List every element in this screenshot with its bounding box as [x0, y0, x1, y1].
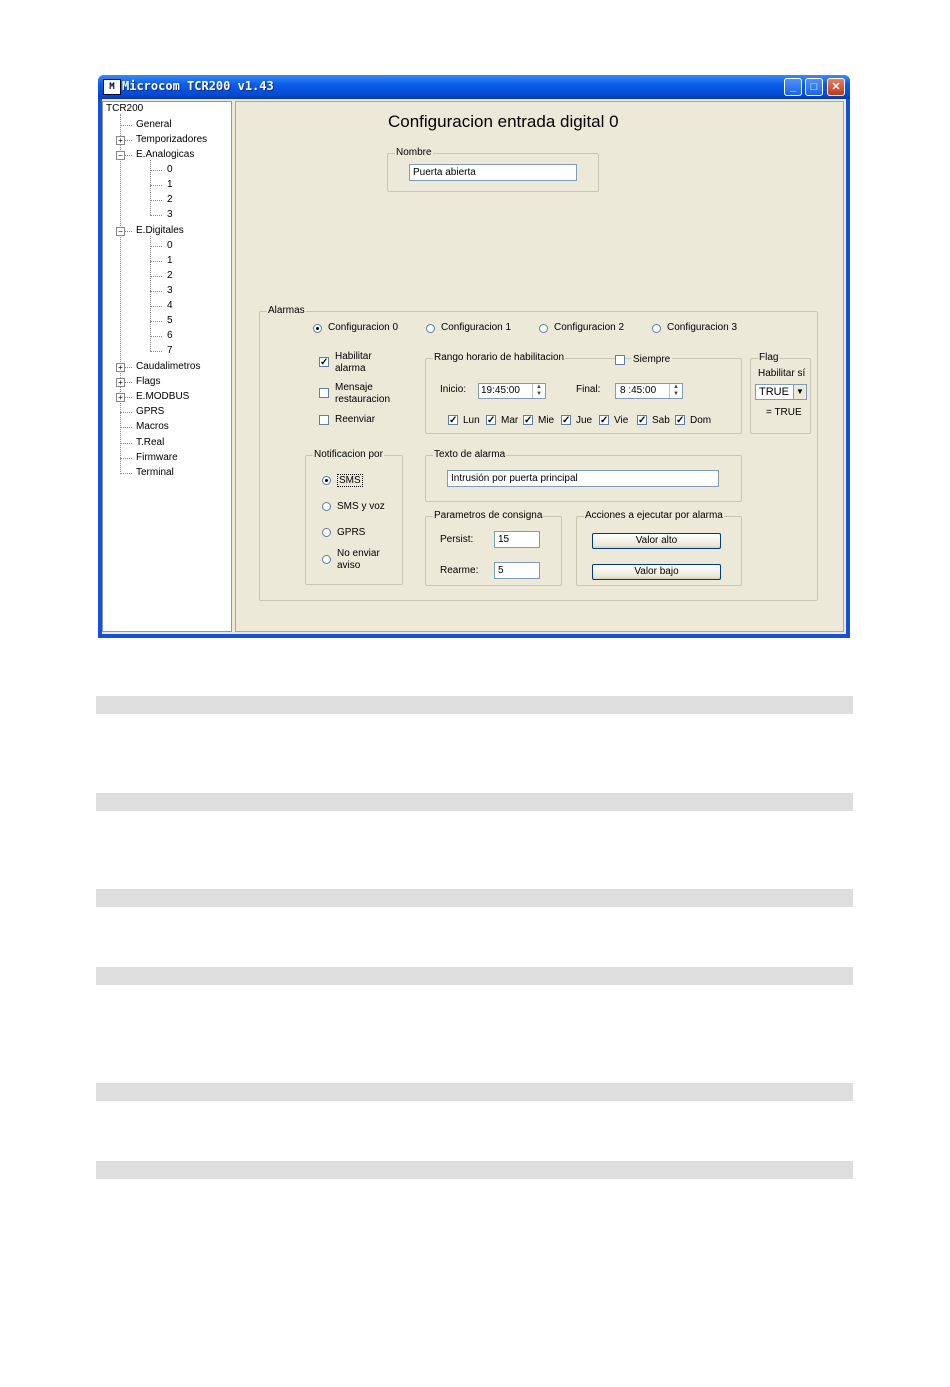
tree-connector — [150, 276, 162, 277]
tree-item-analog-2[interactable]: 2 — [167, 194, 173, 205]
tree-item-digital-2[interactable]: 2 — [167, 270, 173, 281]
lun-checkbox[interactable]: ✓ — [449, 415, 458, 426]
texto-alarma-input[interactable]: Intrusión por puerta principal — [447, 470, 719, 487]
tree-connector — [120, 125, 132, 126]
tree-item-temporizadores[interactable]: Temporizadores — [136, 134, 208, 145]
dom-checkbox[interactable]: ✓ — [676, 415, 685, 426]
habilitar-alarma-label: Habilitar alarma — [335, 351, 372, 374]
tree-item-digital-6[interactable]: 6 — [167, 330, 173, 341]
persist-input[interactable]: 15 — [494, 531, 540, 548]
tree-item-analog-1[interactable]: 1 — [167, 179, 173, 190]
rearme-label: Rearme: — [440, 565, 479, 576]
texto-alarma-group — [425, 449, 742, 502]
tree-connector — [150, 261, 162, 262]
expand-icon[interactable]: + — [116, 378, 125, 387]
tree-connector — [150, 200, 162, 201]
tree-item-analog-0[interactable]: 0 — [167, 164, 173, 175]
rango-horario-group — [425, 352, 742, 434]
consigna-group — [425, 510, 562, 586]
tree-item-t-real[interactable]: T.Real — [136, 437, 165, 448]
minimize-button[interactable]: _ — [784, 78, 802, 96]
tree-item-general[interactable]: General — [136, 119, 172, 130]
config-0-radio[interactable] — [313, 324, 322, 333]
config-3-label: Configuracion 3 — [667, 322, 738, 333]
mar-label: Mar — [501, 415, 519, 426]
inicio-time-input[interactable] — [478, 383, 546, 399]
persist-label: Persist: — [440, 534, 474, 545]
collapse-icon[interactable]: − — [116, 151, 125, 160]
config-1-label: Configuracion 1 — [441, 322, 512, 333]
tree-connector — [120, 473, 132, 474]
acciones-label: Acciones a ejecutar por alarma — [585, 510, 723, 521]
config-1-radio[interactable] — [426, 324, 435, 333]
tree-item-terminal[interactable]: Terminal — [136, 467, 174, 478]
vie-label: Vie — [614, 415, 629, 426]
tree-item-caudalimetros[interactable]: Caudalimetros — [136, 361, 201, 372]
flag-group — [750, 352, 811, 434]
flag-select[interactable] — [755, 384, 807, 400]
config-0-label: Configuracion 0 — [328, 322, 399, 333]
title-bar[interactable] — [98, 75, 850, 99]
flag-label: Flag — [759, 352, 779, 363]
config-2-radio[interactable] — [539, 324, 548, 333]
valor-bajo-button[interactable]: Valor bajo — [592, 564, 721, 580]
chevron-down-icon[interactable]: ▼ — [793, 385, 806, 399]
tree-connector — [120, 443, 132, 444]
divider-bar — [96, 889, 853, 907]
tree-item-flags[interactable]: Flags — [136, 376, 161, 387]
mensaje-restauracion-label: Mensaje restauracion — [335, 382, 391, 405]
close-button[interactable]: ✕ — [827, 78, 845, 96]
tree-item-macros[interactable]: Macros — [136, 421, 169, 432]
texto-alarma-label: Texto de alarma — [434, 449, 506, 460]
final-time-value: 8 :45:00 — [620, 385, 657, 396]
divider-bar — [96, 793, 853, 811]
valor-alto-button[interactable]: Valor alto — [592, 533, 721, 549]
app-logo-icon: M — [103, 79, 121, 95]
nombre-group — [387, 147, 599, 192]
navigation-tree[interactable] — [102, 101, 232, 632]
dom-label: Dom — [690, 415, 712, 426]
alarmas-label: Alarmas — [268, 305, 305, 316]
tree-connector — [120, 458, 132, 459]
no-enviar-radio[interactable] — [322, 555, 331, 564]
tree-item-e-analogicas[interactable]: E.Analogicas — [136, 149, 195, 160]
tree-connector — [120, 114, 121, 474]
final-spinner-icon[interactable]: ▲ ▼ — [669, 384, 682, 398]
divider-bar — [96, 1083, 853, 1101]
sab-checkbox[interactable]: ✓ — [638, 415, 647, 426]
inicio-label: Inicio: — [440, 384, 467, 395]
tree-connector — [150, 160, 151, 215]
tree-connector — [150, 215, 162, 216]
tree-item-digital-4[interactable]: 4 — [167, 300, 173, 311]
tree-connector — [150, 351, 162, 352]
tree-connector — [150, 336, 162, 337]
tree-item-digital-7[interactable]: 7 — [167, 345, 173, 356]
mie-label: Mie — [538, 415, 555, 426]
config-2-label: Configuracion 2 — [554, 322, 625, 333]
tree-connector — [120, 427, 132, 428]
tree-item-firmware[interactable]: Firmware — [136, 452, 178, 463]
tree-connector — [150, 306, 162, 307]
config-panel — [235, 101, 844, 632]
jue-checkbox[interactable]: ✓ — [562, 415, 571, 426]
flag-select-value: TRUE — [759, 386, 789, 398]
acciones-group — [576, 510, 742, 586]
rearme-input[interactable]: 5 — [494, 562, 540, 579]
reenviar-checkbox[interactable] — [319, 415, 329, 425]
tree-item-e-digitales[interactable]: E.Digitales — [136, 225, 184, 236]
page-title: Configuracion entrada digital 0 — [388, 112, 619, 131]
flag-result: = TRUE — [766, 407, 802, 418]
jue-label: Jue — [576, 415, 593, 426]
tree-connector — [150, 236, 151, 351]
siempre-checkbox[interactable] — [615, 355, 625, 365]
divider-bar — [96, 967, 853, 985]
tree-item-analog-3[interactable]: 3 — [167, 209, 173, 220]
alarmas-group — [259, 305, 818, 601]
reenviar-label: Reenviar — [335, 414, 376, 425]
app-window — [98, 75, 850, 638]
sms-voz-label: SMS y voz — [337, 501, 385, 512]
inicio-time-value: 19:45:00 — [481, 385, 520, 396]
sab-label: Sab — [652, 415, 670, 426]
tree-item-e-modbus[interactable]: E.MODBUS — [136, 391, 190, 402]
tree-connector — [120, 412, 132, 413]
nombre-label: Nombre — [396, 147, 432, 158]
tree-item-gprs[interactable]: GPRS — [136, 406, 165, 417]
sms-radio[interactable] — [322, 476, 331, 485]
tree-item-digital-5[interactable]: 5 — [167, 315, 173, 326]
divider-bar — [96, 696, 853, 714]
tree-item-digital-0[interactable]: 0 — [167, 240, 173, 251]
tree-connector — [150, 321, 162, 322]
notificacion-label: Notificacion por — [314, 449, 383, 460]
tree-connector — [150, 170, 162, 171]
tree-item-digital-3[interactable]: 3 — [167, 285, 173, 296]
mensaje-restauracion-checkbox[interactable] — [319, 388, 329, 398]
tree-item-digital-1[interactable]: 1 — [167, 255, 173, 266]
sms-voz-radio[interactable] — [322, 502, 331, 511]
siempre-label: Siempre — [633, 354, 671, 365]
habilitar-alarma-checkbox[interactable]: ✓ — [320, 357, 329, 368]
lun-label: Lun — [463, 415, 480, 426]
expand-icon[interactable]: + — [116, 363, 125, 372]
nombre-input[interactable]: Puerta abierta — [409, 164, 577, 181]
inicio-spinner-icon[interactable]: ▲ ▼ — [532, 384, 545, 398]
window-title: Microcom TCR200 v1.43 — [122, 79, 274, 93]
final-label: Final: — [576, 384, 601, 395]
expand-icon[interactable]: + — [116, 393, 125, 402]
tree-connector — [150, 291, 162, 292]
rango-horario-label: Rango horario de habilitacion — [434, 352, 565, 363]
collapse-icon[interactable]: − — [116, 227, 125, 236]
config-3-radio[interactable] — [652, 324, 661, 333]
expand-icon[interactable]: + — [116, 136, 125, 145]
consigna-label: Parametros de consigna — [434, 510, 543, 521]
tree-connector — [150, 185, 162, 186]
final-time-input[interactable] — [615, 383, 683, 399]
gprs-label: GPRS — [337, 527, 366, 538]
tree-connector — [150, 246, 162, 247]
vie-checkbox[interactable]: ✓ — [600, 415, 609, 426]
notificacion-group — [305, 449, 403, 585]
mie-checkbox[interactable]: ✓ — [524, 415, 533, 426]
maximize-button[interactable]: □ — [805, 78, 823, 96]
mar-checkbox[interactable]: ✓ — [487, 415, 496, 426]
divider-bar — [96, 1161, 853, 1179]
gprs-radio[interactable] — [322, 528, 331, 537]
sms-label: SMS — [339, 475, 361, 486]
habilitar-si-label: Habilitar sí — [758, 368, 806, 379]
client-area — [102, 99, 846, 634]
tree-root[interactable]: TCR200 — [106, 103, 144, 114]
no-enviar-label: No enviar aviso — [337, 548, 380, 571]
